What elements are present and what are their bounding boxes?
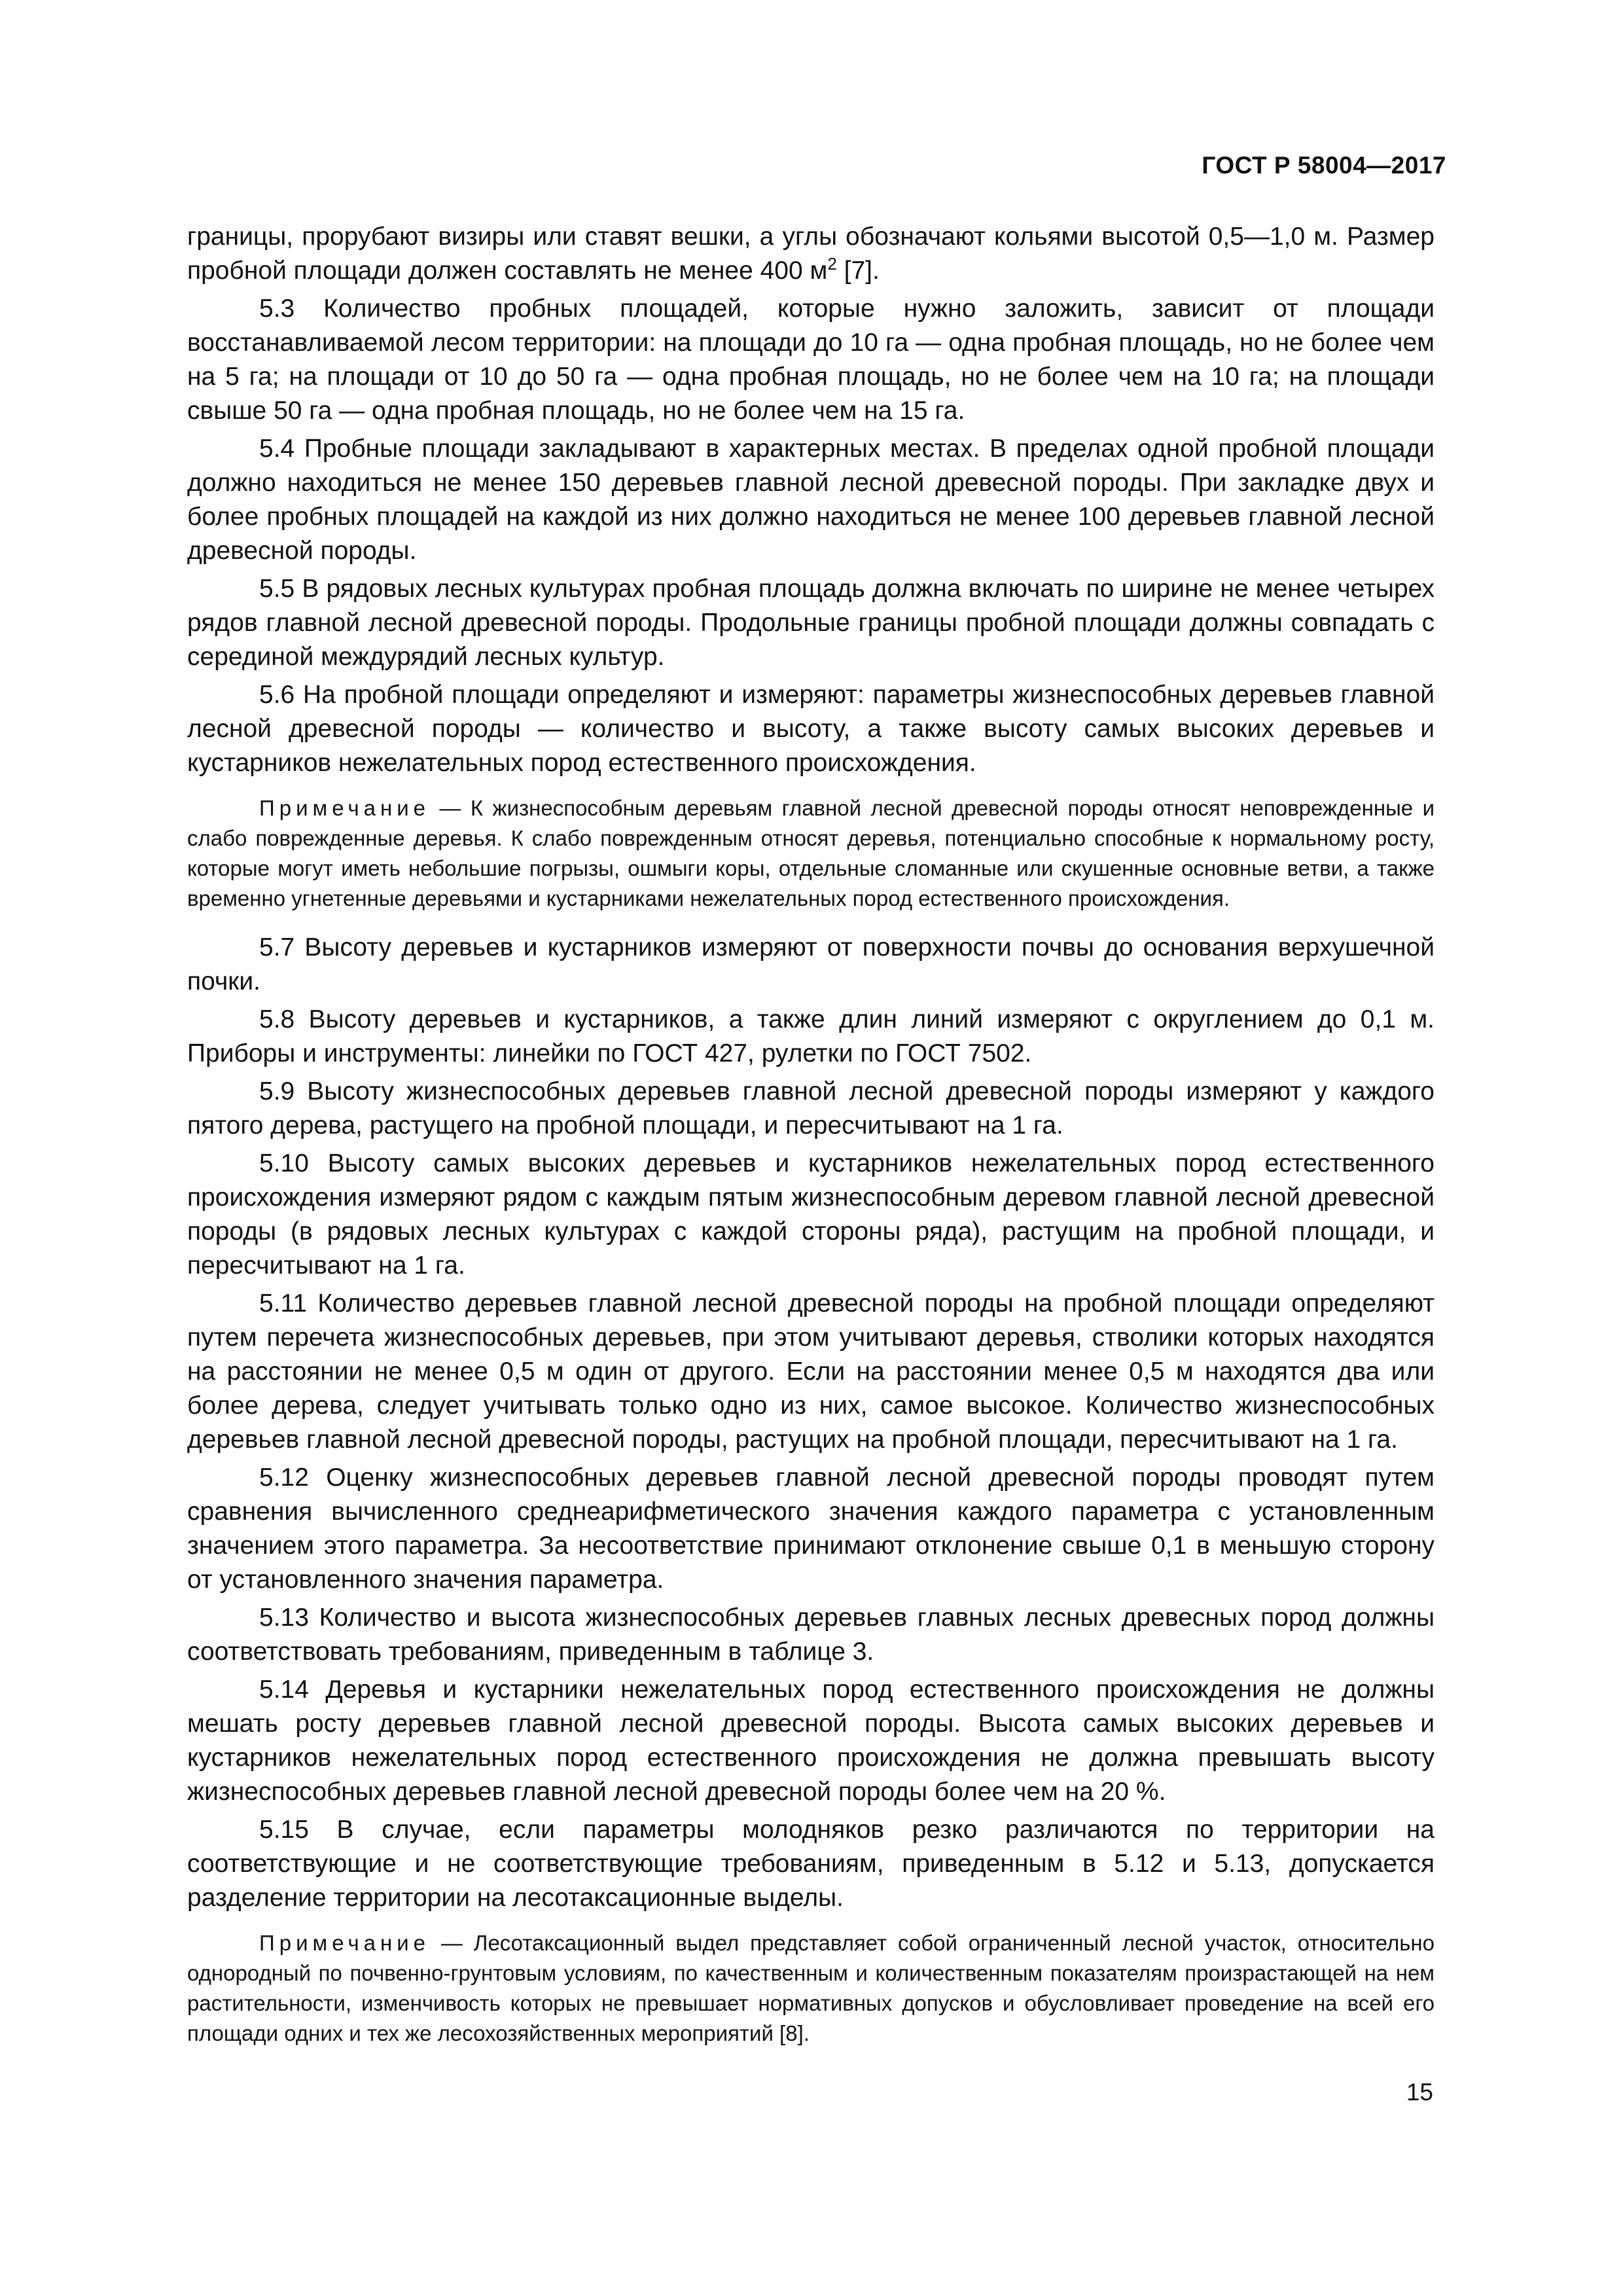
- paragraph-5-4: 5.4 Пробные площади закладывают в характерных местах. В пределах одной пробной площади должно находиться не менее 150 деревьев главной лесной древесной породы. При закладке двух и более пробных площадей на каждой из них должно находиться не менее 100 деревьев главной лесной древесной породы.: [187, 435, 1435, 565]
- paragraph-5-6: 5.6 На пробной площади определяют и измеряют: параметры жизнеспособных деревьев главной лесной древесной породы — количество и высоту, а также высоту самых высоких деревьев и кустарников нежелательных пород естественного происхождения.: [187, 681, 1435, 777]
- paragraph-5-7: 5.7 Высоту деревьев и кустарников измеряют от поверхности почвы до основания верхушечной почки.: [187, 933, 1435, 996]
- document-code-header: ГОСТ Р 58004—2017: [1202, 152, 1446, 179]
- paragraph-5-8: 5.8 Высоту деревьев и кустарников, а также длин линий измеряют с округлением до 0,1 м. Приборы и инструменты: линейки по ГОСТ 427, рулетки по ГОСТ 7502.: [187, 1005, 1435, 1067]
- note-label: Примечание: [259, 796, 431, 820]
- paragraph-continuation: [187, 220, 1435, 288]
- paragraph-5-12: 5.12 Оценку жизнеспособных деревьев главной лесной древесной породы проводят путем сравнения вычисленного среднеарифметического значения каждого параметра с установленным значением этого параметра. За несоответствие принимают отклонение свыше 0,1 в меньшую сторону от установленного значения параметра.: [187, 1463, 1435, 1594]
- paragraph-5-5: 5.5 В рядовых лесных культурах пробная площадь должна включать по ширине не менее четырех рядов главной лесной древесной породы. Продольные границы пробной площади должны совпадать с серединой междурядий лесных культур.: [187, 575, 1435, 671]
- note-block: [187, 1928, 1435, 2049]
- paragraph-text: границы, прорубают визиры или ставят вешки, а углы обозначают кольями высотой 0,5—1,0 м. Размер пробной площади должен составлять не менее 400 м: [187, 223, 1435, 285]
- note-block: [187, 793, 1435, 914]
- paragraph-5-15: 5.15 В случае, если параметры молодняков резко различаются по территории на соответствующие и не соответствующие требованиям, приведенным в 5.12 и 5.13, допускается разделение территории на лесотаксационные выделы.: [187, 1816, 1435, 1912]
- paragraph-5-3: 5.3 Количество пробных площадей, которые нужно заложить, зависит от площади восстанавливаемой лесом территории: на площади до 10 га — одна пробная площадь, но не более чем на 5 га; на площади от 10 до 50 га — одна пробная площадь, но не более чем на 10 га; на площади свыше 50 га — одна пробная площадь, но не более чем на 15 га.: [187, 295, 1435, 425]
- page-number: 15: [1406, 2079, 1433, 2106]
- paragraph-5-11: 5.11 Количество деревьев главной лесной древесной породы на пробной площади определяют путем перечета жизнеспособных деревьев, при этом учитывают деревья, стволики которых находятся на расстоянии не менее 0,5 м один от другого. Если на расстоянии менее 0,5 м находятся два или более дерева, следует учитывать только одно из них, самое высокое. Количество жизнеспособных деревьев главной лесной древесной породы, растущих на пробной площади, пересчитывают на 1 га.: [187, 1289, 1435, 1454]
- paragraph-5-10: 5.10 Высоту самых высоких деревьев и кустарников нежелательных пород естественного происхождения измеряют рядом с каждым пятым жизнеспособным деревом главной лесной древесной породы (в рядовых лесных культурах с каждой стороны ряда), растущим на пробной площади, и пересчитывают на 1 га.: [187, 1149, 1435, 1280]
- document-body: [187, 220, 1435, 2066]
- paragraph-5-14: 5.14 Деревья и кустарники нежелательных пород естественного происхождения не должны мешать росту деревьев главной лесной древесной породы. Высота самых высоких деревьев и кустарников нежелательных пород естественного происхождения не должна превышать высоту жизнеспособных деревьев главной лесной древесной породы более чем на 20 %.: [187, 1676, 1435, 1806]
- paragraph-5-13: 5.13 Количество и высота жизнеспособных деревьев главных лесных древесных пород должны соответствовать требованиям, приведенным в таблице 3.: [187, 1604, 1435, 1666]
- note-label: Примечание: [259, 1931, 431, 1955]
- note-text: — Лесотаксационный выдел представляет собой ограниченный лесной участок, относительно однородный по почвенно-грунтовым условиям, по качественным и количественным показателям произрастающей на нем растительности, изменчивость которых не превышает нормативных допусков и обусловливает проведение на всей его площади одних и тех же лесохозяйственных мероприятий [8].: [187, 1931, 1435, 2045]
- paragraph-tail: [7].: [836, 257, 880, 285]
- paragraph-5-9: 5.9 Высоту жизнеспособных деревьев главной лесной древесной породы измеряют у каждого пятого дерева, растущего на пробной площади, и пересчитывают на 1 га.: [187, 1077, 1435, 1139]
- superscript: 2: [827, 254, 837, 274]
- note-text: — К жизнеспособным деревьям главной лесной древесной породы относят неповрежденные и слабо поврежденные деревья. К слабо поврежденным относят деревья, потенциально способные к нормальному росту, которые могут иметь небольшие погрызы, ошмыги коры, отдельные сломанные или скушенные основные ветви, а также временно угнетенные деревьями и кустарниками нежелательных пород естественного происхождения.: [187, 796, 1435, 910]
